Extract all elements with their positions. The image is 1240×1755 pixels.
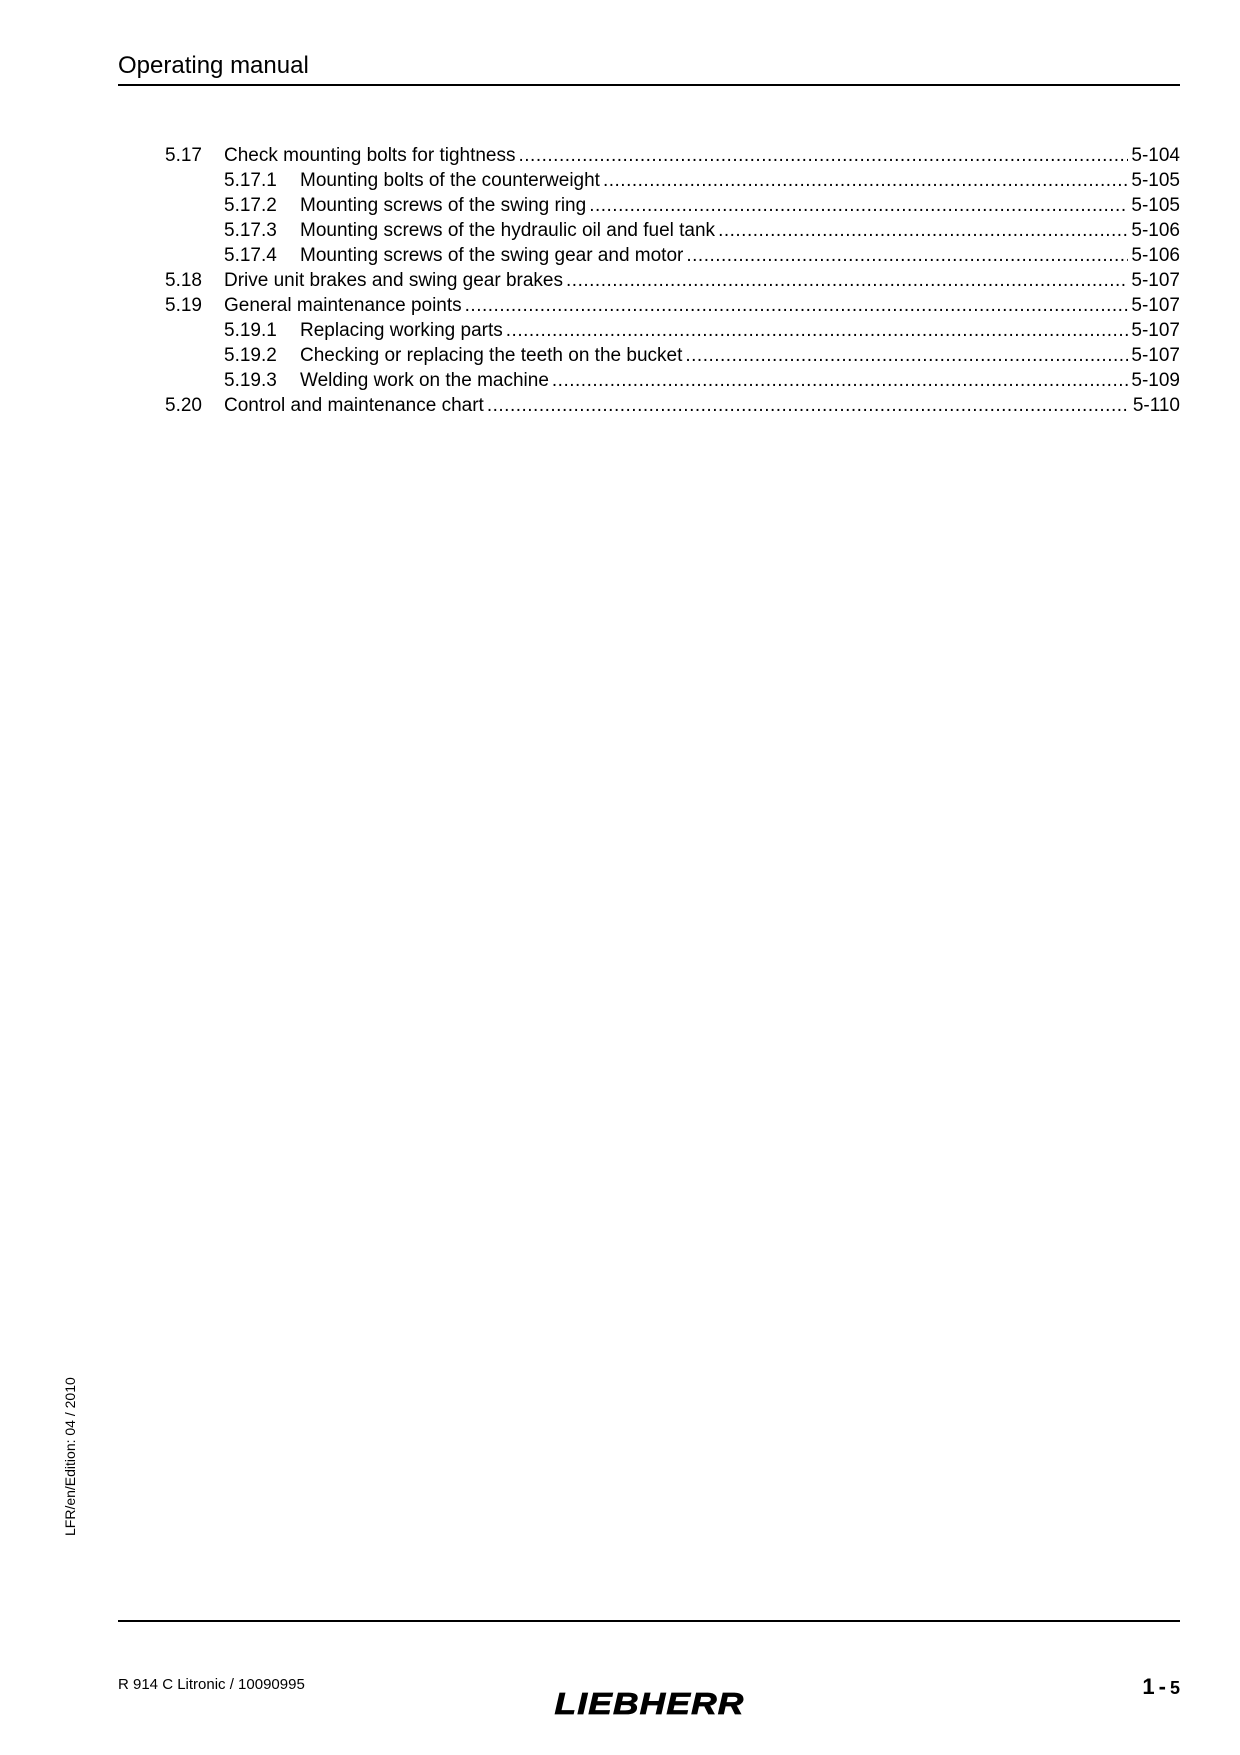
toc-entry-number: 5.19.2 bbox=[224, 345, 277, 366]
edition-side-label: LFR/en/Edition: 04 / 2010 bbox=[62, 1377, 78, 1536]
toc-entry-title: General maintenance points bbox=[224, 295, 462, 316]
toc-entry-page: 5-107 bbox=[1131, 270, 1180, 291]
toc-leader-dots bbox=[589, 193, 1128, 218]
toc-entry[interactable] bbox=[224, 168, 1180, 193]
toc-leader-dots bbox=[519, 143, 1129, 168]
toc-entry-page: 5-110 bbox=[1132, 395, 1180, 416]
toc-entry-page: 5-106 bbox=[1131, 220, 1180, 241]
toc-entry-number: 5.20 bbox=[165, 395, 202, 416]
toc-entry-title: Welding work on the machine bbox=[300, 370, 549, 391]
toc-entry-title: Checking or replacing the teeth on the bucket bbox=[300, 345, 683, 366]
toc-entry-page: 5-105 bbox=[1131, 195, 1180, 216]
header-rule bbox=[118, 84, 1180, 86]
toc-entry-number: 5.19.1 bbox=[224, 320, 277, 341]
toc-entry-title: Mounting screws of the swing ring bbox=[300, 195, 587, 216]
toc-entry-page: 5-104 bbox=[1131, 145, 1180, 166]
toc-leader-dots bbox=[718, 218, 1128, 243]
liebherr-logo-text: LIEBHERR bbox=[554, 1688, 745, 1718]
liebherr-logo bbox=[552, 1688, 747, 1718]
toc-entry[interactable] bbox=[165, 143, 1180, 168]
toc-entry-title: Mounting screws of the hydraulic oil and fuel tank bbox=[300, 220, 716, 241]
toc-entry[interactable] bbox=[224, 218, 1180, 243]
page-number bbox=[1120, 1674, 1180, 1700]
toc-entry[interactable] bbox=[224, 318, 1180, 343]
toc-entry[interactable] bbox=[224, 243, 1180, 268]
toc-entry-page: 5-105 bbox=[1131, 170, 1180, 191]
toc-leader-dots bbox=[487, 393, 1130, 418]
toc-entry[interactable] bbox=[165, 393, 1180, 418]
footer-model-number: R 914 C Litronic / 10090995 bbox=[118, 1676, 305, 1693]
toc-entry[interactable] bbox=[224, 193, 1180, 218]
page-header-title: Operating manual bbox=[118, 52, 309, 79]
toc-entry[interactable] bbox=[165, 293, 1180, 318]
toc-entry-number: 5.18 bbox=[165, 270, 202, 291]
toc-entry-title: Check mounting bolts for tightness bbox=[224, 145, 516, 166]
toc-leader-dots bbox=[552, 368, 1128, 393]
toc-entry[interactable] bbox=[224, 343, 1180, 368]
toc-entry-title: Replacing working parts bbox=[300, 320, 503, 341]
toc-entry-title: Mounting bolts of the counterweight bbox=[300, 170, 600, 191]
toc-entry-page: 5-107 bbox=[1131, 320, 1180, 341]
toc-entry-number: 5.19 bbox=[165, 295, 202, 316]
toc-entry-number: 5.17.3 bbox=[224, 220, 277, 241]
toc-leader-dots bbox=[603, 168, 1128, 193]
page-number-page: 5 bbox=[1169, 1678, 1180, 1698]
toc-entry-title: Mounting screws of the swing gear and motor bbox=[300, 245, 684, 266]
toc-leader-dots bbox=[685, 343, 1128, 368]
toc-entry-page: 5-106 bbox=[1131, 245, 1180, 266]
page-number-separator: - bbox=[1158, 1674, 1166, 1699]
toc-entry-page: 5-109 bbox=[1131, 370, 1180, 391]
toc-entry[interactable] bbox=[165, 268, 1180, 293]
toc-leader-dots bbox=[465, 293, 1129, 318]
toc-entry-title: Control and maintenance chart bbox=[224, 395, 484, 416]
toc-leader-dots bbox=[566, 268, 1128, 293]
toc-entry-number: 5.19.3 bbox=[224, 370, 277, 391]
toc-entry-title: Drive unit brakes and swing gear brakes bbox=[224, 270, 564, 291]
toc-entry-page: 5-107 bbox=[1131, 345, 1180, 366]
toc-leader-dots bbox=[506, 318, 1129, 343]
toc-leader-dots bbox=[686, 243, 1128, 268]
toc-entry-page: 5-107 bbox=[1131, 295, 1180, 316]
toc-entry[interactable] bbox=[224, 368, 1180, 393]
toc-entry-number: 5.17.1 bbox=[224, 170, 277, 191]
toc-entry-number: 5.17 bbox=[165, 145, 202, 166]
footer-rule bbox=[118, 1620, 1180, 1622]
toc-entry-number: 5.17.4 bbox=[224, 245, 277, 266]
page-number-chapter: 1 bbox=[1142, 1674, 1155, 1699]
toc-entry-number: 5.17.2 bbox=[224, 195, 277, 216]
